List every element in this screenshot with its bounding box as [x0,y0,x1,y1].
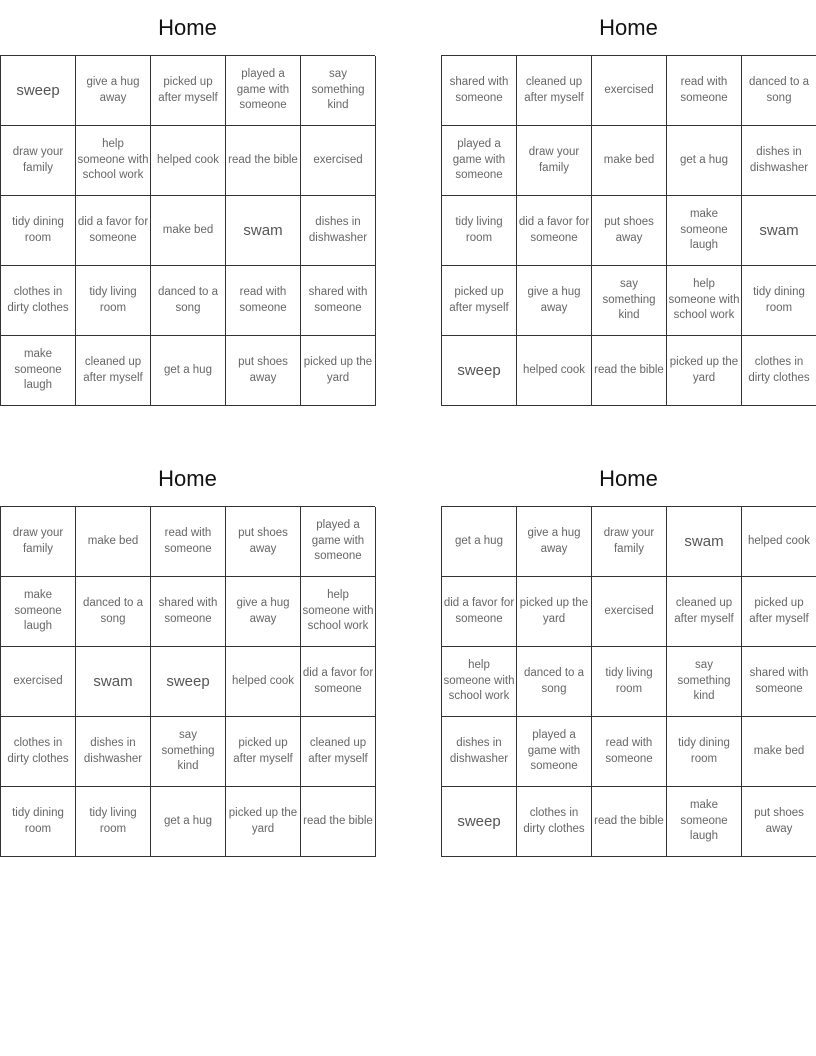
bingo-cell: did a favor for someone [442,577,517,647]
bingo-cell: did a favor for someone [517,196,592,266]
bingo-grid [0,506,375,857]
bingo-cell: read with someone [667,56,742,126]
bingo-cell: read the bible [592,787,667,857]
bingo-card-3 [0,451,375,857]
bingo-cell: exercised [592,577,667,647]
bingo-cell: give a hug away [226,577,301,647]
bingo-cell: did a favor for someone [76,196,151,266]
bingo-cell: played a game with someone [226,56,301,126]
bingo-cell: danced to a song [76,577,151,647]
bingo-cell: did a favor for someone [301,647,376,717]
bingo-cell: help someone with school work [76,126,151,196]
bingo-cell: sweep [442,336,517,406]
bingo-cell: tidy living room [76,787,151,857]
bingo-cell: draw your family [1,126,76,196]
bingo-cell: get a hug [667,126,742,196]
bingo-cell: draw your family [517,126,592,196]
bingo-cell: danced to a song [742,56,816,126]
bingo-cell: say something kind [151,717,226,787]
bingo-cell: read with someone [226,266,301,336]
card-title: Home [599,466,658,491]
bingo-cell: make bed [151,196,226,266]
bingo-cell: read with someone [151,507,226,577]
bingo-cell: swam [742,196,816,266]
bingo-cell: swam [226,196,301,266]
bingo-cell: exercised [1,647,76,717]
bingo-cell: tidy dining room [742,266,816,336]
bingo-cell: clothes in dirty clothes [517,787,592,857]
bingo-cell: make bed [742,717,816,787]
bingo-cell: clothes in dirty clothes [1,266,76,336]
bingo-cell: helped cook [226,647,301,717]
bingo-cell: make someone laugh [667,787,742,857]
bingo-cell: help someone with school work [301,577,376,647]
bingo-cell: read the bible [592,336,667,406]
bingo-cell: exercised [301,126,376,196]
card-title: Home [599,15,658,40]
bingo-cell: cleaned up after myself [76,336,151,406]
bingo-grid [0,55,375,406]
bingo-cell: tidy living room [76,266,151,336]
bingo-cell: played a game with someone [517,717,592,787]
bingo-cell: picked up after myself [151,56,226,126]
bingo-cell: shared with someone [301,266,376,336]
bingo-cell: make someone laugh [1,577,76,647]
bingo-cell: put shoes away [226,336,301,406]
bingo-cell: clothes in dirty clothes [1,717,76,787]
bingo-cell: picked up after myself [442,266,517,336]
bingo-cell: cleaned up after myself [667,577,742,647]
bingo-cell: help someone with school work [667,266,742,336]
bingo-cell: clothes in dirty clothes [742,336,816,406]
bingo-cell: picked up the yard [226,787,301,857]
bingo-cell: cleaned up after myself [517,56,592,126]
bingo-cell: draw your family [1,507,76,577]
bingo-cell: dishes in dishwasher [301,196,376,266]
bingo-cell: danced to a song [151,266,226,336]
bingo-cell: sweep [151,647,226,717]
bingo-cell: make bed [76,507,151,577]
bingo-cell: tidy dining room [1,196,76,266]
bingo-cell: tidy dining room [667,717,742,787]
bingo-cell: make someone laugh [1,336,76,406]
bingo-cell: sweep [1,56,76,126]
bingo-cell: shared with someone [442,56,517,126]
bingo-cell: dishes in dishwasher [76,717,151,787]
bingo-card-1 [0,0,375,406]
bingo-cell: helped cook [517,336,592,406]
bingo-cell: get a hug [442,507,517,577]
bingo-cell: get a hug [151,336,226,406]
bingo-cell: swam [667,507,742,577]
bingo-cell: put shoes away [592,196,667,266]
bingo-cell: picked up the yard [667,336,742,406]
bingo-cell: picked up after myself [226,717,301,787]
bingo-cell: dishes in dishwasher [442,717,517,787]
bingo-cell: sweep [442,787,517,857]
bingo-grid [441,55,816,406]
bingo-cell: tidy living room [442,196,517,266]
bingo-cell: make bed [592,126,667,196]
bingo-cell: say something kind [592,266,667,336]
bingo-cell: played a game with someone [301,507,376,577]
bingo-cell: dishes in dishwasher [742,126,816,196]
card-title: Home [158,15,217,40]
bingo-cell: say something kind [667,647,742,717]
bingo-cell: put shoes away [226,507,301,577]
bingo-card-4 [441,451,816,857]
bingo-grid [441,506,816,857]
bingo-cell: read the bible [226,126,301,196]
bingo-card-2 [441,0,816,406]
bingo-cell: get a hug [151,787,226,857]
bingo-cell: picked up the yard [517,577,592,647]
bingo-cell: picked up the yard [301,336,376,406]
bingo-cell: danced to a song [517,647,592,717]
bingo-cell: exercised [592,56,667,126]
bingo-cell: give a hug away [517,266,592,336]
bingo-cell: tidy dining room [1,787,76,857]
bingo-cell: give a hug away [517,507,592,577]
bingo-cell: put shoes away [742,787,816,857]
bingo-cell: helped cook [151,126,226,196]
bingo-cell: picked up after myself [742,577,816,647]
bingo-cell: shared with someone [742,647,816,717]
bingo-cell: draw your family [592,507,667,577]
bingo-cell: say something kind [301,56,376,126]
bingo-cell: shared with someone [151,577,226,647]
card-title: Home [158,466,217,491]
bingo-cell: swam [76,647,151,717]
bingo-cell: read with someone [592,717,667,787]
bingo-cell: tidy living room [592,647,667,717]
bingo-cell: read the bible [301,787,376,857]
bingo-cell: helped cook [742,507,816,577]
bingo-cell: played a game with someone [442,126,517,196]
bingo-cell: make someone laugh [667,196,742,266]
bingo-cell: help someone with school work [442,647,517,717]
bingo-cell: give a hug away [76,56,151,126]
bingo-cell: cleaned up after myself [301,717,376,787]
